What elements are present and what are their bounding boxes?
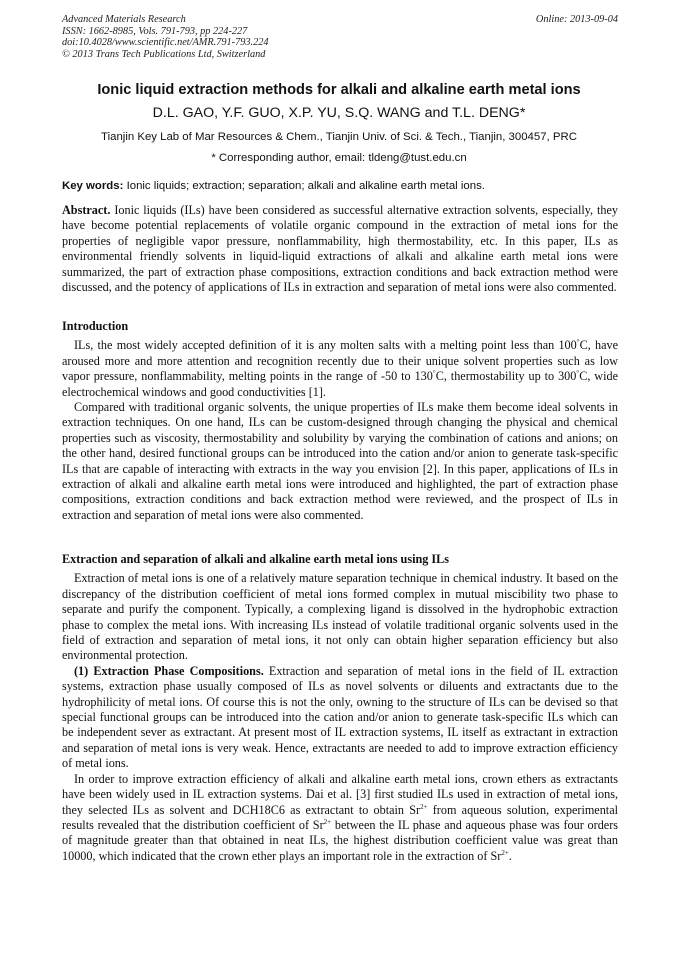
abstract xyxy=(62,203,618,295)
online-date: Online: 2013-09-04 xyxy=(535,14,618,25)
extraction-paragraph-1: Extraction of metal ions is one of a relatively mature separation technique in chemical industry. It based on the discrepancy of the distribution coefficient of metal ions formed complex in mutual miscibility two phase to separate and purify the component. Typically, a complexing ligand is dissolved in the hydrophobic extraction phase to complex the metal ions. With increasing ILs instead of volatile traditional organic solvents used in the field of extraction and separation of metal ions, it not only can obtain higher separation efficiency but also environmental protection. xyxy=(62,571,618,663)
extraction-section-heading: Extraction and separation of alkali and alkaline earth metal ions using ILs xyxy=(62,552,450,566)
keywords-label: Key words: xyxy=(62,180,124,192)
abstract-text: Ionic liquids (ILs) have been considered as successful alternative extraction solvents, especially, they have become potential replacements of volatile organic compound in the extraction of metal ions for the properties of negligible vapor pressure, nonflammability, high thermostability, etc. In this paper, ILs as environmental friendly solvents in liquid-liquid extractions of alkali and alkaline earth metal ions were summarized, the part of extraction phase compositions, extraction conditions and back extraction method were discussed, and the potency of applications of ILs in extraction and separation of metal ions were also commented. xyxy=(62,203,618,295)
keywords-text: Ionic liquids; extraction; separation; alkali and alkaline earth metal ions. xyxy=(123,180,485,192)
journal-name: Advanced Materials Research xyxy=(62,14,186,25)
doi-line[interactable]: doi:10.4028/www.scientific.net/AMR.791-793.224 xyxy=(62,37,269,48)
introduction-section xyxy=(62,319,618,523)
affiliation: Tianjin Key Lab of Mar Resources & Chem., Tianjin Univ. of Sci. & Tech., Tianjin, 300457, PRC xyxy=(101,131,577,143)
extraction-paragraph-3: In order to improve extraction efficiency of alkali and alkaline earth metal ions, crown ethers as extractants have been widely used in IL extraction systems. Dai et al. [3] first studied ILs used in extraction of metal ions, they selected ILs as solvent and DCH18C6 as extractant to obtain $Sr^{2+}$ from aqueous solution, experimental results revealed that the distribution coefficient of $Sr^{2+}$ between the IL phase and aqueous phase was four orders of magnitude greater than that obtained in neat ILs, the highest distribution coefficient value was great than 10000, which indicated that the crown ether plays an important role in the extraction of $Sr^{2+}$. xyxy=(62,771,619,863)
subsection-label: (1) Extraction Phase Compositions. xyxy=(74,663,264,678)
extraction-paragraph-2: (1) Extraction Phase Compositions. Extraction and separation of metal ions in the field of IL extraction systems, extraction phase usually composed of ILs as novel solvents or diluents and extractants due to the hydrophilicity of metal ions. Of course this is not the only, owning to the structure of ILs can be devised so that special functional groups can be introduced into the cation and/or anion to generate task-specific ILs which can be independent sever as extractant. At present most of IL extraction systems, IL itself as extractant in extraction and separation of metal ions is very weak. Hence, extractants are needed to add to improve extraction efficiency of metal ions. xyxy=(62,663,618,771)
intro-paragraph-2: Compared with traditional organic solvents, the unique properties of ILs make them become ideal solvents in extraction techniques. On one hand, ILs can be custom-designed through changing the physical and chemical properties such as viscosity, thermostability and solubility by varying the combination of cations and anions; on the other hand, desired functional groups can be introduced into the cation and/or anion to generate task-specific ILs that are capable of interacting with extracts in the way you envision [2]. In this paper, applications of ILs in extraction of alkali and alkaline earth metal ions were introduced and highlighted, the part of extraction phase compositions, extraction conditions and back extraction method were reviewed, and the prospect of ILs in extraction and separation of metal ions were also commented. xyxy=(62,400,618,522)
extraction-section xyxy=(62,552,618,864)
keywords xyxy=(62,180,618,192)
copyright-line: © 2013 Trans Tech Publications Ltd, Switzerland xyxy=(62,48,266,60)
journal-header xyxy=(62,14,618,60)
paper-title: Ionic liquid extraction methods for alkali and alkaline earth metal ions xyxy=(97,82,581,98)
abstract-label: Abstract. xyxy=(62,203,111,217)
author-list: D.L. GAO, Y.F. GUO, X.P. YU, S.Q. WANG and T.L. DENG* xyxy=(152,105,526,121)
corresponding-author: * Corresponding author, email: tldeng@tust.edu.cn xyxy=(211,152,467,164)
introduction-heading: Introduction xyxy=(62,319,129,333)
intro-paragraph-1: ILs, the most widely accepted definition of it is any molten salts with a melting point less than 100°C, have aroused more and more attention and recognition recently due to their unique solvent properties such as low vapor pressure, nonflammability, melting points in the range of -50 to 130°C, thermostability up to 300°C, wide electrochemical windows and good conductivities [1]. xyxy=(62,338,619,399)
issn-line: ISSN: 1662-8985, Vols. 791-793, pp 224-227 xyxy=(62,25,248,37)
